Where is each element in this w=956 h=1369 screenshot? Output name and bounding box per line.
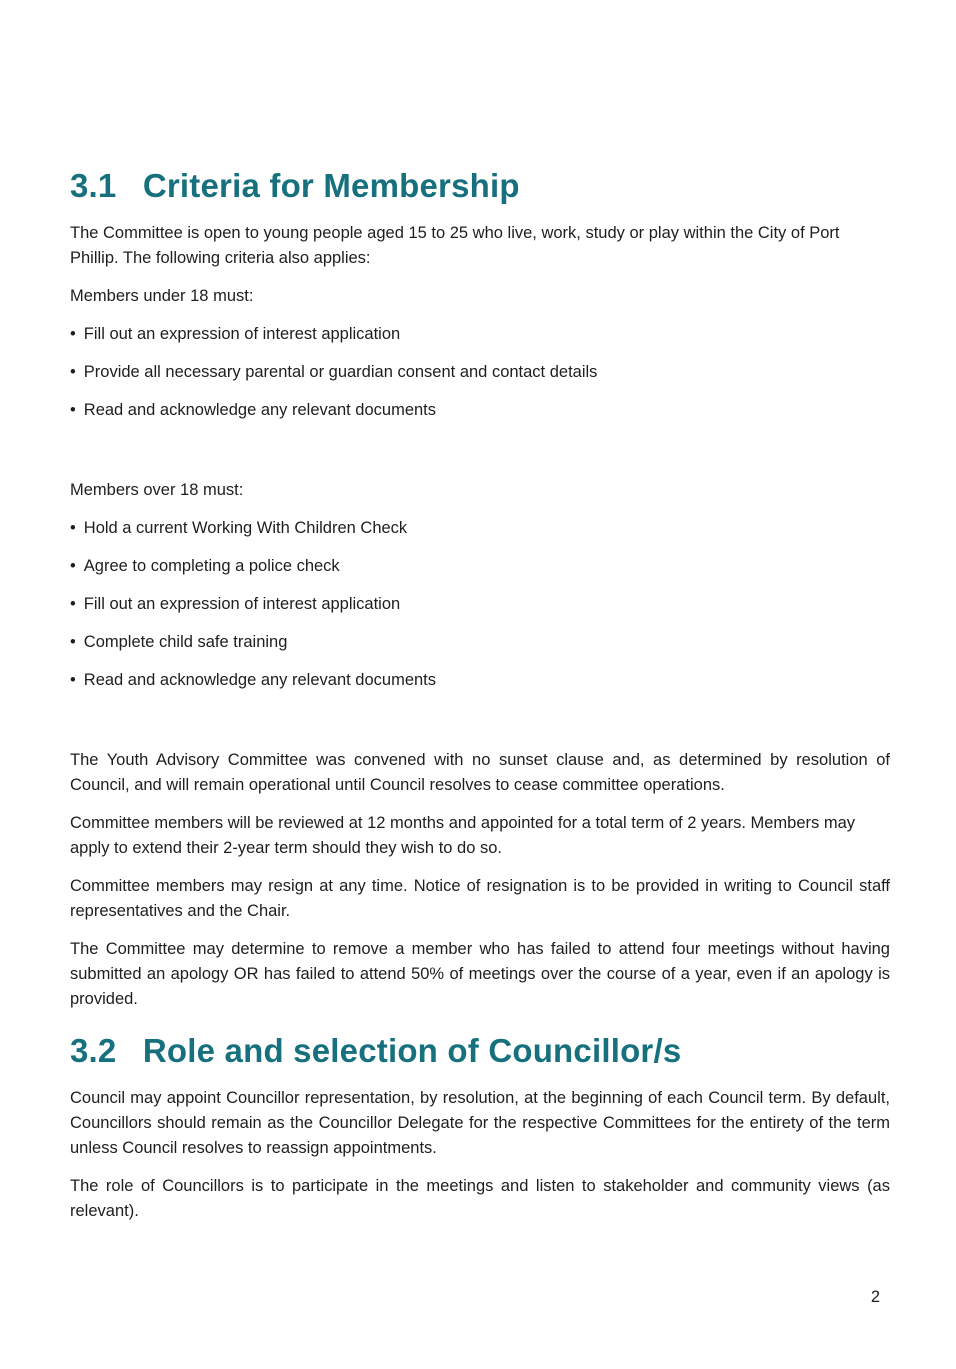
paragraph-removal: The Committee may determine to remove a member who has failed to attend four meetings without having submitted an apology OR has failed to attend 50% of meetings over the course of a year, even if an apology is provided. xyxy=(70,940,890,1008)
list-item xyxy=(70,592,890,617)
heading-title: Role and selection of Councillor/s xyxy=(142,1032,682,1069)
heading-title: Criteria for Membership xyxy=(142,167,520,204)
page-content xyxy=(70,167,890,1237)
bullet-icon: • xyxy=(70,401,76,419)
bullet-list-under-18 xyxy=(70,322,890,423)
bullet-icon: • xyxy=(70,595,76,613)
list-item xyxy=(70,630,890,655)
bullet-icon: • xyxy=(70,325,76,343)
list-item xyxy=(70,322,890,347)
bullet-icon: • xyxy=(70,633,76,651)
paragraph-resignation: Committee members may resign at any time. Notice of resignation is to be provided in writing to Council staff representatives and the Chair. xyxy=(70,877,890,920)
list-item-text: Read and acknowledge any relevant documents xyxy=(83,671,437,689)
paragraph-sunset-clause: The Youth Advisory Committee was convened with no sunset clause and, as determined by resolution of Council, and will remain operational until Council resolves to cease committee operations. xyxy=(70,751,890,794)
heading-role-and-selection-of-councillors xyxy=(70,1032,890,1070)
label-members-under-18: Members under 18 must: xyxy=(70,287,254,305)
paragraph-review-term: Committee members will be reviewed at 12 months and appointed for a total term of 2 years. Members may apply to extend their 2-year term should they wish to do so. xyxy=(70,814,856,857)
list-item-text: Fill out an expression of interest application xyxy=(83,595,401,613)
paragraph-intro: The Committee is open to young people aged 15 to 25 who live, work, study or play within the City of Port Phillip. The following criteria also applies: xyxy=(70,224,840,267)
heading-number: 3.1 xyxy=(70,167,117,204)
list-item-text: Complete child safe training xyxy=(83,633,288,651)
heading-number: 3.2 xyxy=(70,1032,117,1069)
bullet-icon: • xyxy=(70,557,76,575)
bullet-icon: • xyxy=(70,363,76,381)
page-number: 2 xyxy=(870,1288,880,1306)
bullet-list-over-18 xyxy=(70,516,890,693)
list-item xyxy=(70,360,890,385)
list-item xyxy=(70,668,890,693)
blank-line xyxy=(70,706,890,748)
list-item-text: Fill out an expression of interest application xyxy=(83,325,401,343)
blank-line xyxy=(70,436,890,478)
paragraph-councillor-appointment: Council may appoint Councillor representation, by resolution, at the beginning of each Council term. By default, Councillors should remain as the Councillor Delegate for the respective Committees for the entirety of the term unless Council resolves to reassign appointments. xyxy=(70,1089,890,1157)
list-item xyxy=(70,516,890,541)
bullet-icon: • xyxy=(70,519,76,537)
list-item-text: Read and acknowledge any relevant documents xyxy=(83,401,437,419)
label-members-over-18: Members over 18 must: xyxy=(70,481,244,499)
paragraph-councillor-role: The role of Councillors is to participate in the meetings and listen to stakeholder and community views (as relevant). xyxy=(70,1177,890,1220)
heading-criteria-for-membership xyxy=(70,167,890,205)
list-item-text: Hold a current Working With Children Check xyxy=(83,519,408,537)
list-item xyxy=(70,554,890,579)
list-item-text: Agree to completing a police check xyxy=(83,557,340,575)
list-item-text: Provide all necessary parental or guardian consent and contact details xyxy=(83,363,598,381)
bullet-icon: • xyxy=(70,671,76,689)
list-item xyxy=(70,398,890,423)
